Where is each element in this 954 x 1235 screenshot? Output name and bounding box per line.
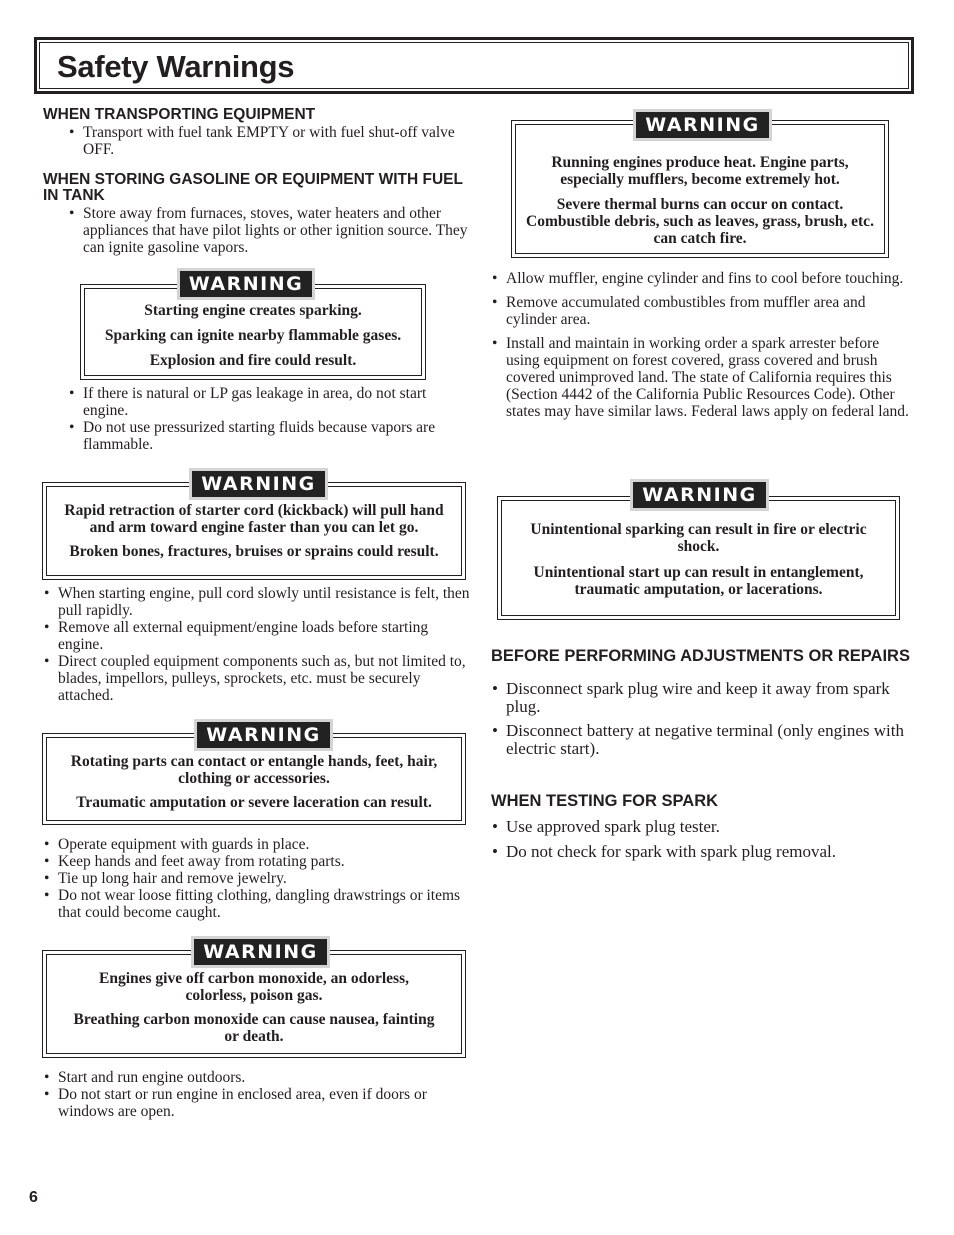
warning-line: Running engines produce heat. Engine parts, especially mufflers, become extremely hot. bbox=[551, 154, 849, 188]
list-item: • Operate equipment with guards in place. bbox=[43, 836, 471, 853]
list-item: • Tie up long hair and remove jewelry. bbox=[43, 870, 471, 887]
warning-line: Engines give off carbon monoxide, an odorless, colorless, poison gas. bbox=[98, 970, 409, 1004]
warning-line: Explosion and fire could result. bbox=[149, 352, 357, 369]
title-banner bbox=[34, 37, 914, 94]
list-item: • Use approved spark plug tester. bbox=[491, 818, 911, 836]
bullet-list bbox=[491, 680, 911, 757]
warning-text bbox=[73, 970, 435, 1045]
warning-badge bbox=[194, 719, 333, 751]
section-testing-spark bbox=[491, 793, 911, 867]
warning-line: Sparking can ignite nearby flammable gases. bbox=[104, 327, 402, 344]
section-storing bbox=[43, 172, 468, 256]
warning-line: Unintentional start up can result in entanglement, traumatic amputation, or lacerations. bbox=[533, 564, 864, 598]
list-item: • Transport with fuel tank EMPTY or with fuel shut-off valve OFF. bbox=[68, 124, 468, 158]
warning-line: Unintentional sparking can result in fire or electric shock. bbox=[530, 521, 867, 555]
warning-line: Traumatic amputation or severe laceration can result. bbox=[76, 794, 432, 811]
list-item: • When starting engine, pull cord slowly until resistance is felt, then pull rapidly. bbox=[43, 585, 471, 619]
warning-text bbox=[57, 502, 451, 560]
bullet-list-outdoors bbox=[43, 1069, 471, 1120]
list-item: • Remove accumulated combustibles from muffler area and cylinder area. bbox=[491, 294, 911, 328]
warning-line: Broken bones, fractures, bruises or sprains could result. bbox=[69, 543, 439, 560]
page-title: Safety Warnings bbox=[57, 49, 295, 84]
warning-text bbox=[81, 302, 425, 369]
list-item: • Do not use pressurized starting fluids because vapors are flammable. bbox=[68, 419, 458, 453]
list-item: • Disconnect battery at negative terminal (only engines with electric start). bbox=[491, 722, 911, 757]
warning-label: WARNING bbox=[197, 722, 330, 748]
bullet-list-heat bbox=[491, 270, 911, 427]
warning-label: WARNING bbox=[192, 471, 325, 497]
list-item: • Disconnect spark plug wire and keep it away from spark plug. bbox=[491, 680, 911, 715]
bullet-list bbox=[491, 818, 911, 860]
list-item: • Allow muffler, engine cylinder and fins to cool before touching. bbox=[491, 270, 911, 287]
warning-text bbox=[63, 753, 445, 811]
warning-text bbox=[518, 521, 879, 598]
bullet-list bbox=[68, 124, 468, 158]
section-heading: WHEN TESTING FOR SPARK bbox=[491, 792, 719, 810]
warning-line: Starting engine creates sparking. bbox=[144, 302, 362, 319]
warning-badge bbox=[191, 936, 330, 968]
list-item: • Store away from furnaces, stoves, water heaters and other appliances that have pilot lights or other ignition source. They can ignite gasoline vapors. bbox=[68, 205, 468, 256]
bullet-list-starting bbox=[43, 585, 471, 704]
bullet-list-gas bbox=[68, 385, 458, 453]
warning-label: WARNING bbox=[180, 271, 312, 297]
warning-line: Rapid retraction of starter cord (kickback) will pull hand and arm toward engine faster than you can let go. bbox=[64, 502, 444, 536]
section-heading: WHEN TRANSPORTING EQUIPMENT bbox=[43, 106, 316, 123]
page-number: 6 bbox=[29, 1189, 38, 1206]
list-item: • Direct coupled equipment components such as, but not limited to, blades, impellors, pulleys, sprockets, etc. must be securely attached. bbox=[43, 653, 471, 704]
section-adjustments bbox=[491, 648, 911, 764]
warning-line: Breathing carbon monoxide can cause nausea, fainting or death. bbox=[73, 1011, 435, 1045]
section-heading: WHEN STORING GASOLINE OR EQUIPMENT WITH FUEL IN TANK bbox=[43, 171, 463, 204]
warning-line: Rotating parts can contact or entangle hands, feet, hair, clothing or accessories. bbox=[70, 753, 438, 787]
warning-label: WARNING bbox=[633, 482, 766, 508]
list-item: • Do not start or run engine in enclosed area, even if doors or windows are open. bbox=[43, 1086, 471, 1120]
bullet-list bbox=[68, 205, 468, 256]
warning-line: Severe thermal burns can occur on contact. Combustible debris, such as leaves, grass, brush, etc. can catch fire. bbox=[526, 196, 874, 247]
warning-box-unintentional-start bbox=[497, 496, 900, 620]
list-item: • Install and maintain in working order a spark arrester before using equipment on forest covered, grass covered and brush covered unimproved land. The state of California requires this (Section 4442 of the California Public Resources Code). Other states may have similar laws. Federal laws apply on federal land. bbox=[491, 335, 911, 420]
warning-badge bbox=[177, 268, 315, 300]
warning-badge bbox=[189, 468, 328, 500]
list-item: • Keep hands and feet away from rotating parts. bbox=[43, 853, 471, 870]
list-item: • Do not check for spark with spark plug removal. bbox=[491, 843, 911, 861]
list-item: • Remove all external equipment/engine loads before starting engine. bbox=[43, 619, 471, 653]
list-item: • Do not wear loose fitting clothing, dangling drawstrings or items that could become caught. bbox=[43, 887, 471, 921]
warning-label: WARNING bbox=[194, 939, 327, 965]
section-heading: BEFORE PERFORMING ADJUSTMENTS OR REPAIRS bbox=[491, 647, 910, 665]
list-item: • Start and run engine outdoors. bbox=[43, 1069, 471, 1086]
warning-label: WARNING bbox=[636, 112, 769, 138]
section-transporting bbox=[43, 107, 468, 158]
warning-text bbox=[520, 154, 880, 247]
warning-badge bbox=[630, 479, 769, 511]
warning-badge bbox=[633, 109, 772, 141]
list-item: • If there is natural or LP gas leakage in area, do not start engine. bbox=[68, 385, 458, 419]
bullet-list-rotating bbox=[43, 836, 471, 921]
